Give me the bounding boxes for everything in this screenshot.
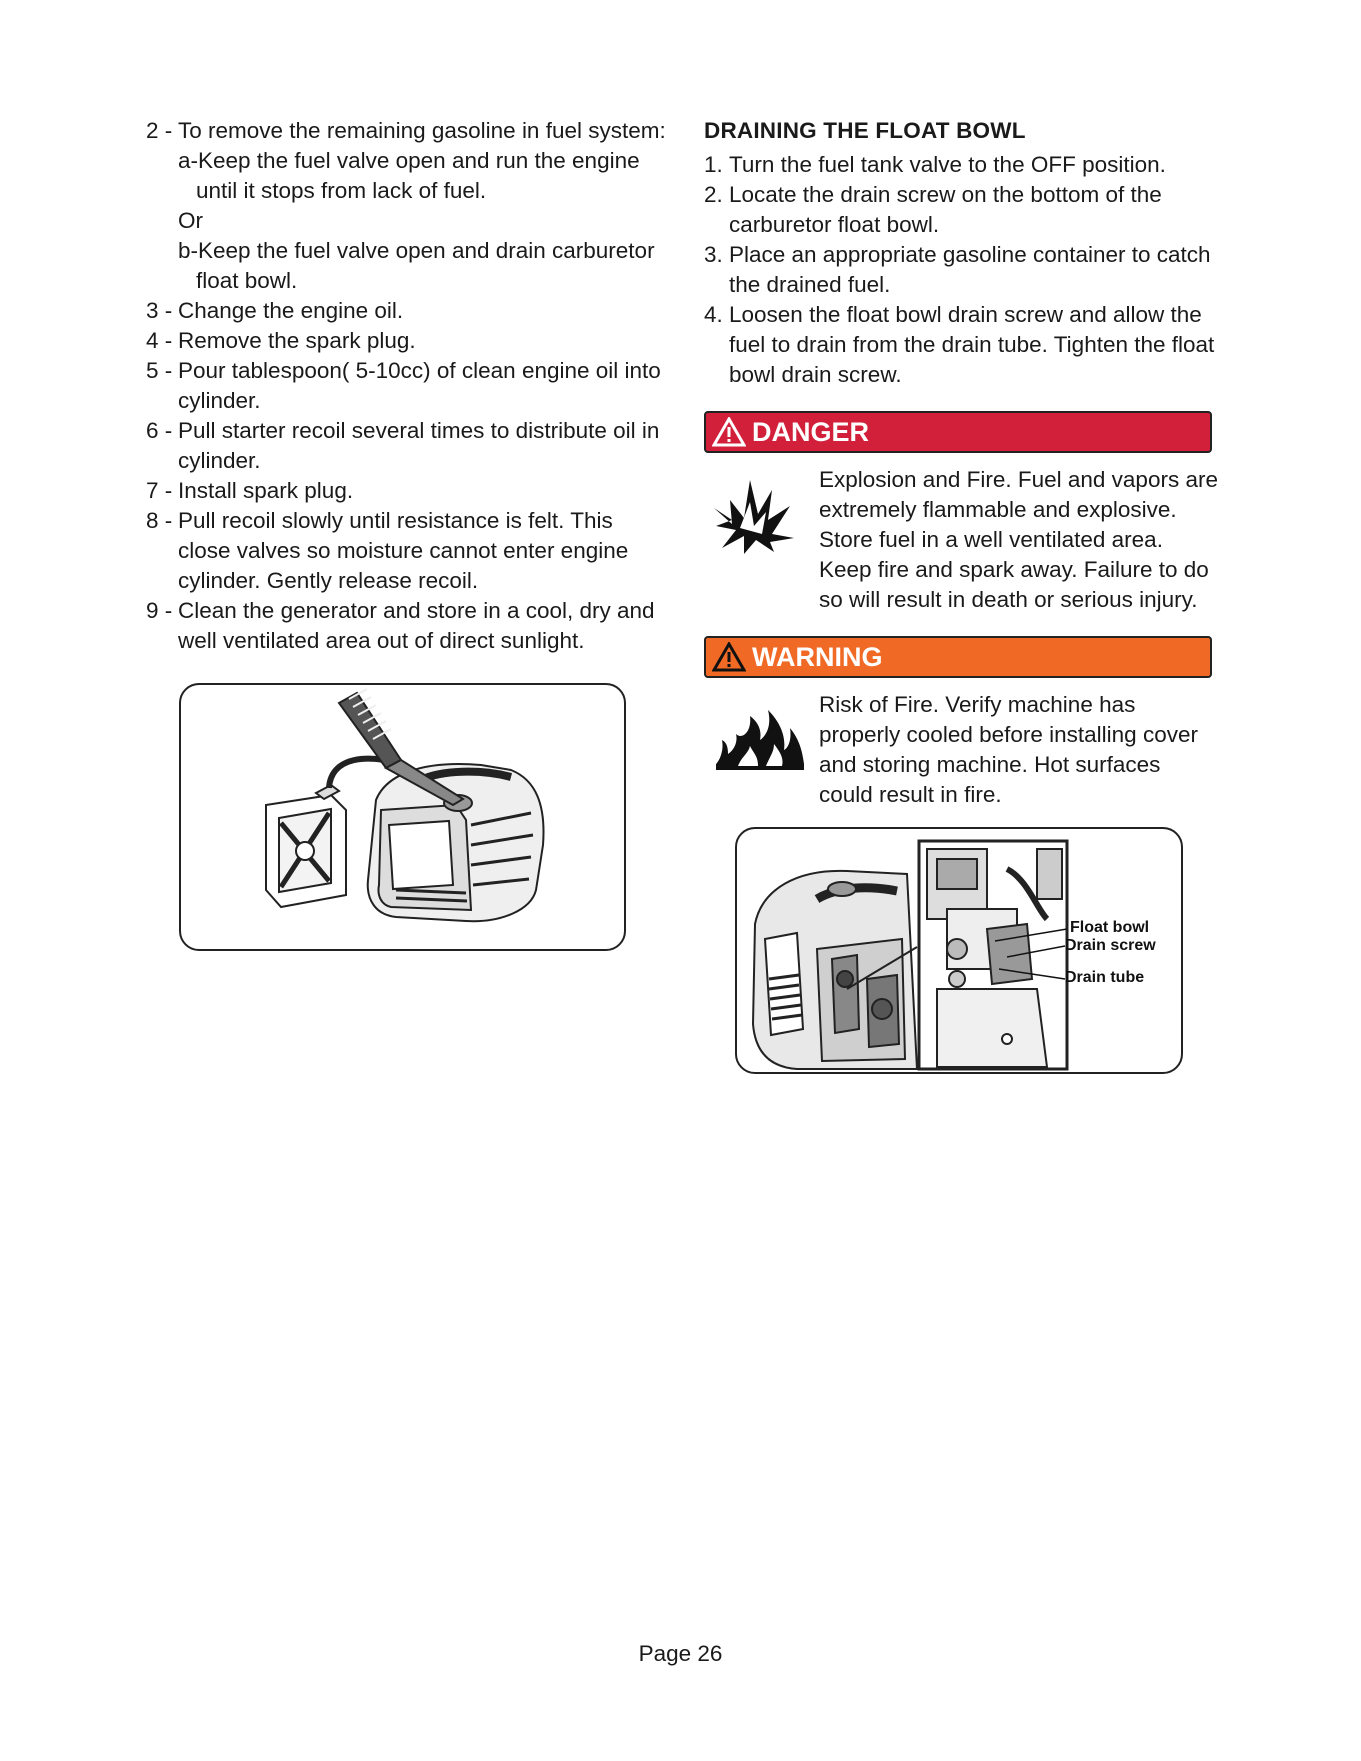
danger-banner [704, 411, 1212, 453]
drain-step-2: 2. Locate the drain screw on the bottom of the carburetor float bowl. [704, 182, 1162, 237]
step-3: 3 - Change the engine oil. [146, 298, 404, 323]
step-6: 6 - Pull starter recoil several times to distribute oil in cylinder. [146, 418, 660, 473]
danger-message: Explosion and Fire. Fuel and vapors are extremely flammable and explosive. Store fuel in a well ventilated area. Keep fire and spark away. Failure to do so will result in death or serious injury. [819, 467, 1218, 612]
float-bowl-section [704, 116, 1224, 390]
float-bowl-label: Float bowl [1070, 919, 1150, 936]
step-7: 7 - Install spark plug. [146, 478, 354, 503]
section-heading: DRAINING THE FLOAT BOWL [704, 118, 1026, 143]
danger-label: DANGER [752, 416, 870, 447]
step-2b: b-Keep the fuel valve open and drain carburetor float bowl. [178, 238, 655, 293]
storage-steps [146, 116, 666, 656]
step-9: 9 - Clean the generator and store in a cool, dry and well ventilated area out of direct sunlight. [146, 598, 655, 653]
step-2: 2 - To remove the remaining gasoline in fuel system: [146, 118, 666, 143]
drain-step-4: 4. Loosen the float bowl drain screw and allow the fuel to drain from the drain tube. Tighten the float bowl drain screw. [704, 302, 1215, 387]
drain-step-3: 3. Place an appropriate gasoline container to catch the drained fuel. [704, 242, 1211, 297]
explosion-icon [710, 472, 796, 556]
or-separator: Or [178, 208, 203, 233]
step-4: 4 - Remove the spark plug. [146, 328, 416, 353]
warning-banner [704, 636, 1212, 678]
warning-label: WARNING [752, 641, 883, 672]
drain-screw-label: Drain screw [1065, 937, 1156, 954]
float-bowl-figure [735, 827, 1183, 1074]
spark-plug-oil-figure [179, 683, 626, 951]
page-number: Page 26 [638, 1641, 723, 1666]
step-2a: a-Keep the fuel valve open and run the engine until it stops from lack of fuel. [178, 148, 640, 203]
warning-message: Risk of Fire. Verify machine has properly cooled before installing cover and storing machine. Hot surfaces could result in fire. [819, 692, 1198, 807]
fire-icon [714, 700, 806, 774]
step-8: 8 - Pull recoil slowly until resistance is felt. This close valves so moisture cannot enter engine cylinder. Gently release recoil. [146, 508, 629, 593]
step-5: 5 - Pour tablespoon( 5-10cc) of clean engine oil into cylinder. [146, 358, 661, 413]
alert-triangle-icon [712, 642, 746, 672]
drain-tube-label: Drain tube [1065, 969, 1145, 986]
generator-spark-plug-illustration [181, 685, 624, 949]
drain-step-1: 1. Turn the fuel tank valve to the OFF position. [704, 152, 1166, 177]
alert-triangle-icon [712, 417, 746, 447]
